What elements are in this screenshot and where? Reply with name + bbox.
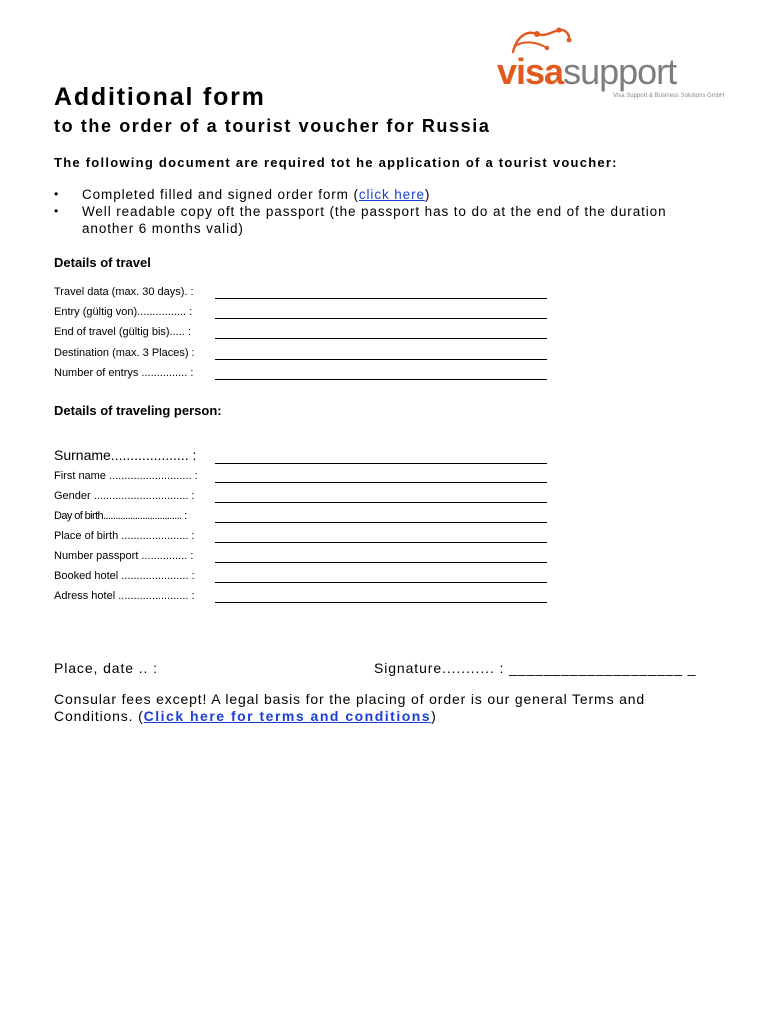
field-input-line[interactable] bbox=[215, 338, 547, 339]
logo-support-text: support bbox=[563, 51, 677, 92]
requirement-item-passport bbox=[54, 203, 714, 237]
field-label: Surname.................... : bbox=[54, 447, 197, 463]
visasupport-logo bbox=[497, 26, 725, 102]
page-title: Additional form bbox=[54, 83, 266, 111]
footer-text: Consular fees except! A legal basis for the placing of order is our general Terms and Conditions. ( bbox=[54, 691, 646, 724]
requirement-text: Completed filled and signed order form ( bbox=[82, 187, 359, 202]
field-input-line[interactable] bbox=[215, 318, 547, 319]
field-label: Adress hotel ....................... : bbox=[54, 590, 195, 602]
field-number-passport bbox=[54, 550, 548, 566]
click-here-link[interactable]: click here bbox=[358, 187, 425, 202]
field-input-line[interactable] bbox=[215, 463, 547, 464]
logo-visa-text: visa bbox=[497, 51, 564, 92]
field-number-of-entries bbox=[54, 367, 548, 383]
field-label: First name ........................... : bbox=[54, 470, 198, 482]
logo-wordmark bbox=[497, 50, 676, 94]
field-input-line[interactable] bbox=[215, 482, 547, 483]
field-label: Entry (gültig von)................ : bbox=[54, 306, 193, 318]
person-details-heading: Details of traveling person: bbox=[54, 403, 222, 418]
bullet-marker: • bbox=[54, 204, 60, 218]
field-place-of-birth bbox=[54, 530, 548, 546]
intro-text: The following document are required tot he application of a tourist voucher: bbox=[54, 155, 618, 170]
field-surname bbox=[54, 447, 548, 467]
field-input-line[interactable] bbox=[215, 562, 547, 563]
field-booked-hotel bbox=[54, 570, 548, 586]
field-input-line[interactable] bbox=[215, 602, 547, 603]
field-label: Travel data (max. 30 days). : bbox=[54, 286, 194, 298]
footer-text-end: ) bbox=[431, 708, 437, 724]
place-date-field[interactable]: Place, date .. : bbox=[54, 660, 158, 676]
field-input-line[interactable] bbox=[215, 379, 547, 380]
logo-tagline: Visa Support & Business Solutions GmbH bbox=[613, 93, 725, 99]
requirement-item-order-form bbox=[54, 186, 714, 203]
field-entry bbox=[54, 306, 548, 322]
terms-link[interactable]: Click here for terms and conditions bbox=[143, 708, 432, 724]
field-label: Number passport ............... : bbox=[54, 550, 194, 562]
field-travel-data bbox=[54, 286, 548, 302]
requirement-text-end: ) bbox=[424, 187, 431, 202]
field-label: Day of birth................................ : bbox=[54, 510, 187, 522]
field-input-line[interactable] bbox=[215, 359, 547, 360]
field-input-line[interactable] bbox=[215, 522, 547, 523]
field-label: Booked hotel ...................... : bbox=[54, 570, 195, 582]
field-destination bbox=[54, 347, 548, 363]
field-input-line[interactable] bbox=[215, 582, 547, 583]
field-input-line[interactable] bbox=[215, 502, 547, 503]
field-label: End of travel (gültig bis)..... : bbox=[54, 326, 191, 338]
field-gender bbox=[54, 490, 548, 506]
field-input-line[interactable] bbox=[215, 298, 547, 299]
field-end-of-travel bbox=[54, 326, 548, 342]
field-first-name bbox=[54, 470, 548, 486]
page-subtitle: to the order of a tourist voucher for Russia bbox=[54, 116, 491, 136]
requirements-list bbox=[54, 186, 714, 237]
travel-details-heading: Details of travel bbox=[54, 255, 151, 270]
field-day-of-birth bbox=[54, 510, 548, 526]
field-label: Gender ............................... : bbox=[54, 490, 195, 502]
field-label: Place of birth ...................... : bbox=[54, 530, 195, 542]
field-address-hotel bbox=[54, 590, 548, 606]
footer-note bbox=[54, 691, 704, 725]
bullet-marker: • bbox=[54, 187, 60, 201]
signature-field[interactable]: Signature........... : ____________________ _ bbox=[374, 660, 697, 676]
field-input-line[interactable] bbox=[215, 542, 547, 543]
requirement-text: Well readable copy oft the passport (the passport has to do at the end of the duration another 6 months valid) bbox=[82, 204, 667, 236]
field-label: Number of entrys ............... : bbox=[54, 367, 194, 379]
field-label: Destination (max. 3 Places) : bbox=[54, 347, 195, 359]
